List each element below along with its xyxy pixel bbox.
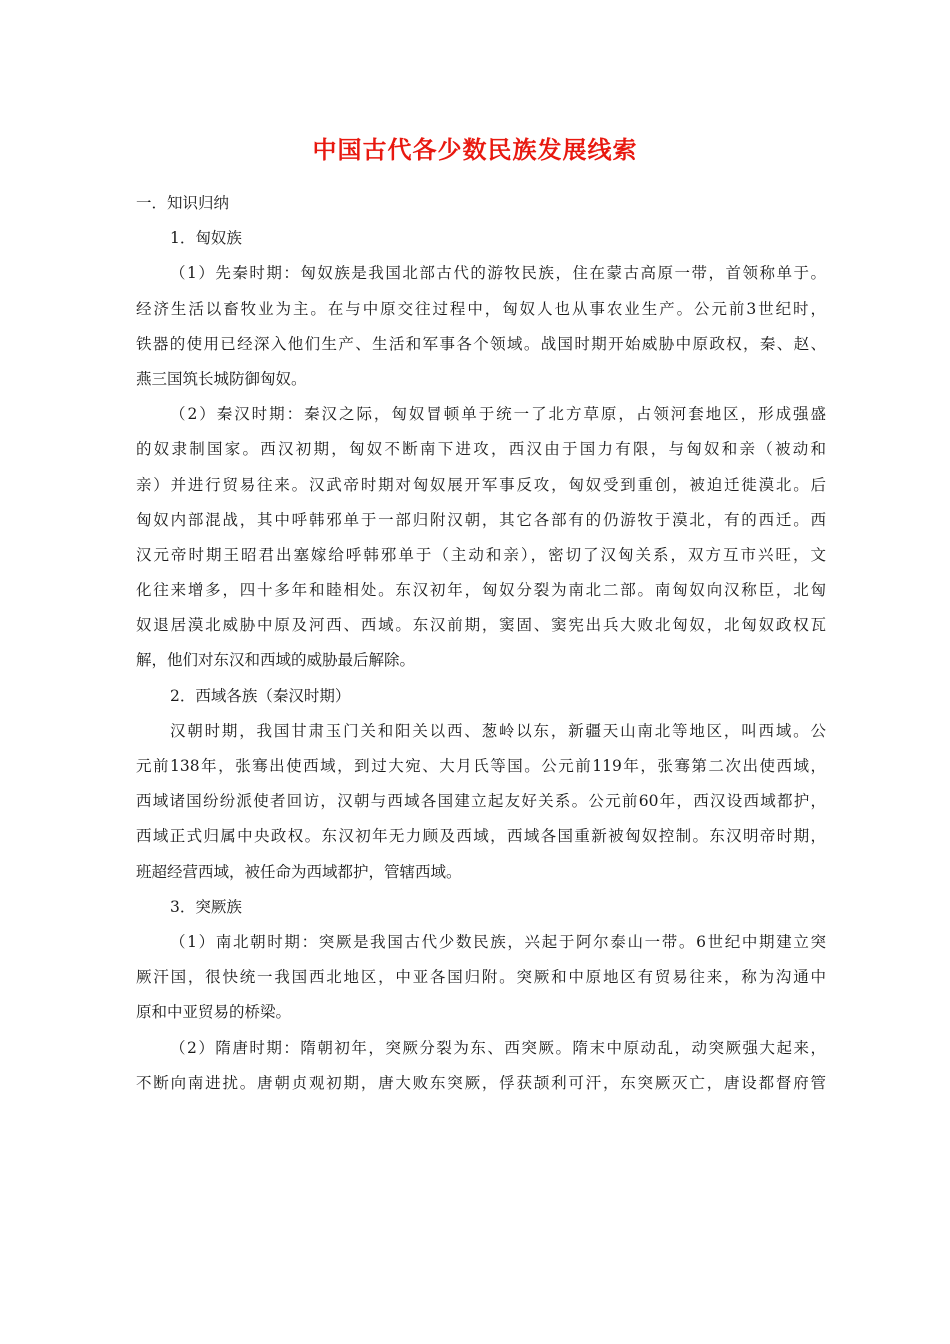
- paragraph-line: 化往来增多，四十多年和睦相处。东汉初年，匈奴分裂为南北二部。南匈奴向汉称臣，北匈: [136, 581, 826, 600]
- paragraph-line: 的奴隶制国家。西汉初期，匈奴不断南下进攻，西汉由于国力有限，与匈奴和亲（被动和: [136, 440, 826, 459]
- paragraph-line: 铁器的使用已经深入他们生产、生活和军事各个领域。战国时期开始威胁中原政权，秦、赵、: [136, 334, 826, 353]
- document-body: [136, 186, 826, 1101]
- paragraph-line: 匈奴内部混战，其中呼韩邪单于一部归附汉朝，其它各部有的仍游牧于漠北，有的西迁。西: [136, 510, 826, 529]
- paragraph-line: （2）秦汉时期：秦汉之际，匈奴冒顿单于统一了北方草原，占领河套地区，形成强盛: [170, 405, 826, 424]
- paragraph-line: 不断向南进扰。唐朝贞观初期，唐大败东突厥，俘获颉利可汗，东突厥灭亡，唐设都督府管: [136, 1073, 826, 1092]
- paragraph-line: 班超经营西域，被任命为西域都护，管辖西域。: [136, 862, 462, 881]
- paragraph-line: （1）先秦时期：匈奴族是我国北部古代的游牧民族，住在蒙古高原一带，首领称单于。: [170, 264, 826, 283]
- subsection-heading: 3．突厥族: [170, 897, 242, 916]
- paragraph-line: 汉元帝时期王昭君出塞嫁给呼韩邪单于（主动和亲），密切了汉匈关系，双方互市兴旺，文: [136, 545, 826, 564]
- paragraph-line: 汉朝时期，我国甘肃玉门关和阳关以西、葱岭以东，新疆天山南北等地区，叫西域。公: [170, 721, 826, 740]
- subsection-heading: 1．匈奴族: [170, 229, 242, 248]
- section-heading: 一．知识归纳: [136, 194, 230, 212]
- paragraph-line: （1）南北朝时期：突厥是我国古代少数民族，兴起于阿尔泰山一带。6世纪中期建立突: [170, 932, 826, 951]
- paragraph-line: 解，他们对东汉和西域的威胁最后解除。: [136, 651, 416, 670]
- paragraph-line: 元前138年，张骞出使西域，到过大宛、大月氏等国。公元前119年，张骞第二次出使西域，: [136, 757, 826, 775]
- paragraph-line: 经济生活以畜牧业为主。在与中原交往过程中，匈奴人也从事农业生产。公元前3世纪时，: [136, 299, 826, 318]
- subsection-heading: 2．西域各族（秦汉时期）: [170, 686, 351, 705]
- paragraph-line: 奴退居漠北威胁中原及河西、西域。东汉前期，窦固、窦宪出兵大败北匈奴，北匈奴政权瓦: [136, 616, 826, 635]
- paragraph-line: 西域正式归属中央政权。东汉初年无力顾及西域，西域各国重新被匈奴控制。东汉明帝时期，: [136, 827, 826, 846]
- paragraph-line: 原和中亚贸易的桥梁。: [136, 1003, 292, 1022]
- paragraph-line: 燕三国筑长城防御匈奴。: [136, 369, 307, 388]
- paragraph-line: 厥汗国，很快统一我国西北地区，中亚各国归附。突厥和中原地区有贸易往来，称为沟通中: [136, 968, 826, 987]
- paragraph-line: 亲）并进行贸易往来。汉武帝时期对匈奴展开军事反攻，匈奴受到重创，被迫迁徙漠北。后: [136, 475, 826, 494]
- paragraph-line: 西域诸国纷纷派使者回访，汉朝与西域各国建立起友好关系。公元前60年，西汉设西域都护，: [136, 792, 826, 811]
- document-title: 中国古代各少数民族发展线索: [312, 136, 638, 164]
- paragraph-line: （2）隋唐时期：隋朝初年，突厥分裂为东、西突厥。隋末中原动乱，动突厥强大起来，: [170, 1038, 826, 1057]
